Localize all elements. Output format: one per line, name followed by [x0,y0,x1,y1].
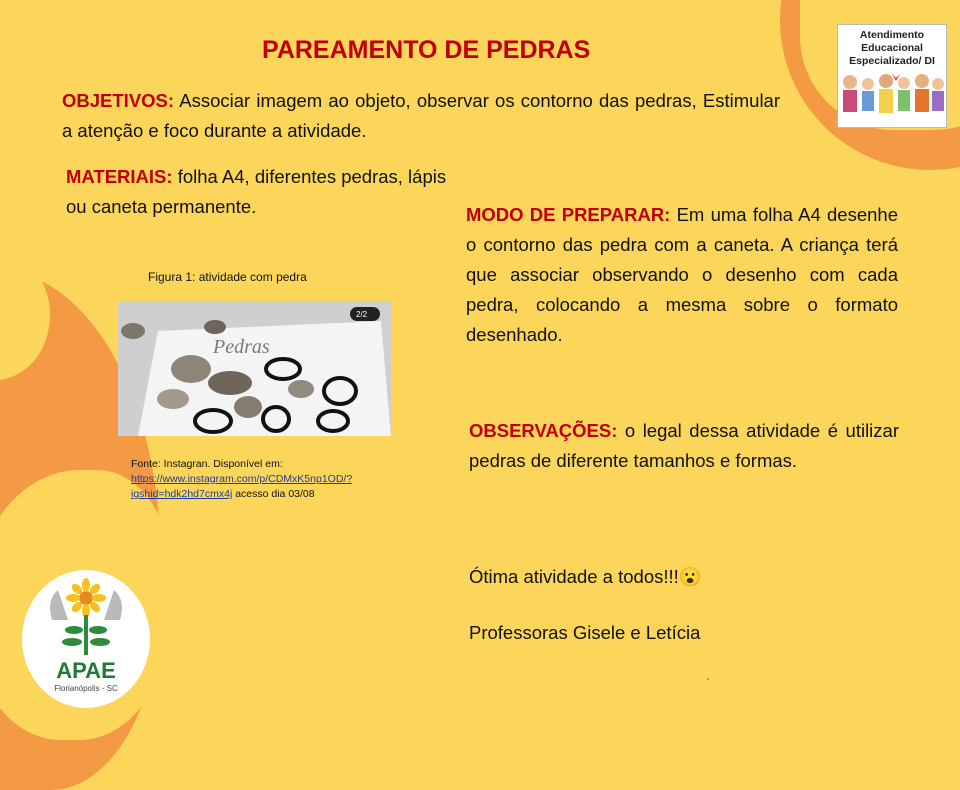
apae-logo [22,570,150,708]
page-title: PAREAMENTO DE PEDRAS [262,36,591,64]
preparation-text: Em uma folha A4 desenhe o contorno das pedra com a caneta. A criança terá que associar observando o desenho com cada pedra, colocando a mesma sobre o formato desenhado. [466,204,899,345]
observations-text: o legal dessa atividade é utilizar pedras de diferente tamanhos e formas. [469,420,899,471]
figure-caption: Figura 1: atividade com pedra [148,270,307,284]
photo-badge: 2/2 [356,310,368,319]
aee-logo [837,24,947,128]
aee-logo-text [838,29,946,68]
aee-logo-illustration [838,68,946,123]
aee-logo-line1: Atendimento [859,29,925,41]
activity-photo-illustration [118,301,391,436]
materials-text: folha A4, diferentes pedras, lápis ou caneta permanente. [66,166,447,217]
activity-photo [118,301,391,436]
aee-logo-line2: Educacional [861,42,923,54]
source-prefix: Fonte: Instagran. Disponível em: [131,458,283,470]
figure-source [131,457,361,502]
photo-handwritten-word: Pedras [213,336,270,358]
objectives-text: Associar imagem ao objeto, observar os contorno das pedras, Estimular a atenção e foco durante a atividade. [62,90,781,141]
preparation-paragraph [466,200,898,350]
stray-dot [707,678,709,680]
observations-paragraph [469,416,899,476]
observations-label: OBSERVAÇÕES: [469,420,618,441]
materials-paragraph [66,162,466,222]
source-link[interactable]: https://www.instagram.com/p/CDMxK5np1OD/?igshid=hdk2hd7cmx4j [131,473,353,500]
apae-flower-hands-icon [22,570,150,660]
greeting-text: Ótima atividade a todos!!!😮 [469,566,702,587]
source-suffix: acesso dia 03/08 [235,488,315,500]
apae-logo-name: APAE [56,658,116,683]
professors-signature: Professoras Gisele e Letícia [469,622,701,643]
objectives-paragraph [62,86,780,146]
preparation-label: MODO DE PREPARAR: [466,204,671,225]
aee-logo-line3: Especializado/ DI [849,55,935,67]
materials-label: MATERIAIS: [66,166,173,187]
apae-logo-city: Florianópolis - SC [54,684,118,693]
objectives-label: OBJETIVOS: [62,90,175,111]
